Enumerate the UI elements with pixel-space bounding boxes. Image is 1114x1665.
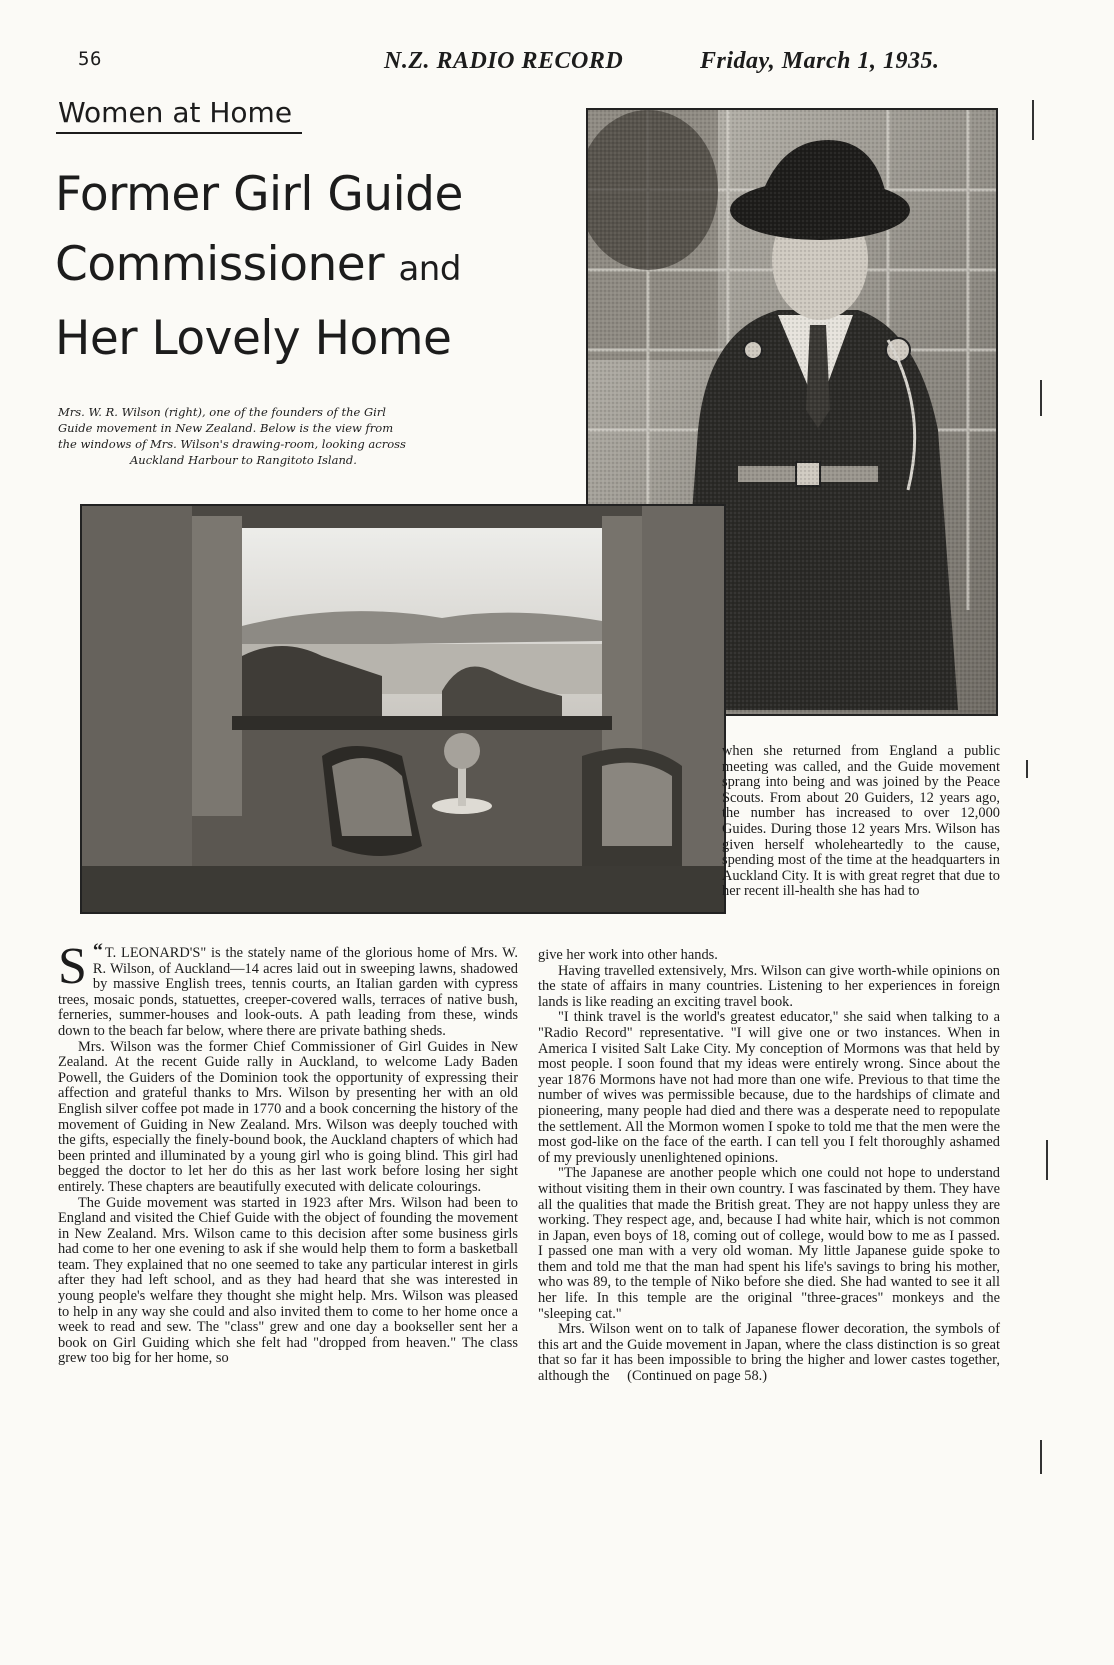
section-title: Women at Home <box>58 96 293 129</box>
headline-line-2-and: and <box>398 249 461 289</box>
interior-photo-icon <box>82 506 724 912</box>
article-paragraph-2: Mrs. Wilson was the former Chief Commissioner of Girl Guides in New Zealand. At the recent Guide rally in Auckland, to welcome Lady Baden Powell, the Guiders of the Dominion took the opportunity of expressing their affection and grateful thanks to Mrs. Wilson by presenting her with an old English silver coffee pot made in 1770 and a book concerning the history of the movement of Guiding in New Zealand. Mrs. Wilson was deeply touched with the gifts, especially the finely-bound book, the Auckland chapters of which had been printed and illuminated by a young girl who is going blind. This girl had begged the doctor to let her do this as her last work before losing her sight entirely. These chapters are beautifully executed with delicate colourings. <box>58 1038 518 1195</box>
article-paragraph-1-text: T. LEONARD'S" is the stately name of the glorious home of Mrs. W. R. Wilson, of Auckland—14 acres laid out in sweeping lawns, shadowed by massive English trees, tennis courts, an Italian garden with cypress trees, mosaic ponds, statuettes, creeper-covered walls, terraces of native bush, ferneries, summer-houses and look-outs. A path leading from these, winds down to the beach far below, where there are private bathing sheds. <box>58 945 518 1039</box>
opening-quote-mark: “ <box>92 940 103 962</box>
headline-line-1: Former Girl Guide <box>55 167 463 222</box>
article-paragraph-3: The Guide movement was started in 1923 after Mrs. Wilson had been to England and visited the Chief Guide with the object of founding the movement in New Zealand. Mrs. Wilson came to this decision after some business girls had come to her one evening to ask if she would help them to form a basketball team. They explained that no one seemed to take any particular interest in girls after they had left school, and as they had heard that she was interested in young people's welfare they thought she might help. Mrs. Wilson was pleased to help in any way she could and also invited them to come to her home once a week to read and sew. The "class" grew and one day a bookseller sent her a book on Girl Guiding which she felt had "dropped from heaven." The class grew too big for her home, so <box>58 1194 518 1367</box>
headline-line-2 <box>55 230 575 304</box>
interior-photo <box>80 504 726 914</box>
margin-mark <box>1040 380 1042 416</box>
drop-cap: S <box>58 938 87 995</box>
margin-mark <box>1026 760 1028 778</box>
headline <box>55 160 575 374</box>
continued-notice: (Continued on page 58.) <box>627 1368 768 1385</box>
caption-line-3: the windows of Mrs. Wilson's drawing-room, looking across <box>58 437 406 451</box>
publication-title: N.Z. RADIO RECORD <box>384 48 624 74</box>
margin-mark <box>1040 1440 1042 1474</box>
article-paragraph-4: when she returned from England a public meeting was called, and the Guide movement sprang into being and was joined by the Peace Scouts. From about 20 Guiders, 12 years ago, the number has increased to over 12,000 Guides. During those 12 years Mrs. Wilson has given herself wholeheartedly to the cause, spending most of the time at the headquarters in Auckland City. It is with great regret that due to her recent ill-health she has had to <box>722 743 1000 900</box>
page-number: 56 <box>78 48 102 70</box>
article-paragraph-7: "The Japanese are another people which one could not hope to understand without visiting them in their own country. I was fascinated by them. They have all the qualities that made the British great. They are not happy unless they are working. They respect age, and, because I had white hair, which is not common in Japan, even boys of 18, coming out of college, would bow to me as I passed. I passed one man with a very old woman. My little Japanese guide spoke to them and told me that the man had spent his life's savings to bring his mother, who was 89, to the temple of Niko before she died. She had wanted to see it all her life. In this temple are the original "three-graces" monkeys and the "sleeping cat." <box>538 1165 1000 1322</box>
caption-line-1: Mrs. W. R. Wilson (right), one of the founders of the Girl <box>58 405 386 419</box>
headline-line-2-main: Commissioner <box>55 237 385 292</box>
margin-mark <box>1046 1140 1048 1180</box>
article-column-2-top <box>722 744 1000 900</box>
caption-line-4: Auckland Harbour to Rangitoto Island. <box>130 453 357 467</box>
article-column-1 <box>58 938 518 1367</box>
article-paragraph-8-text: Mrs. Wilson went on to talk of Japanese flower decoration, the symbols of this art and the Guide movement in Japan, where the class distinction is so great that so far it has been impossible to bring the higher and lower castes together, although the <box>538 1321 1000 1385</box>
article-paragraph-1 <box>58 938 518 1040</box>
issue-date: Friday, March 1, 1935. <box>700 48 940 74</box>
article-paragraph-6: "I think travel is the world's greatest educator," she said when talking to a "Radio Record" representative. "I will give one or two instances. When in America I visited Salt Lake City. My conception of Mormons was that held by most people. I soon found that my ideas were entirely wrong. Since about the year 1876 Mormons have not had more than one wife. Previous to that time the number of wives was permissible because, due to the hardships of climate and pioneering, many people had died and there was a desperate need to repopulate the settlement. All the Mormon women I spoke to told me that the men were the most god-like on the face of the earth. I can tell you I felt thoroughly ashamed of my previously unenlightened opinions. <box>538 1009 1000 1166</box>
article-column-2 <box>538 948 1000 1385</box>
caption-line-2: Guide movement in New Zealand. Below is the view from <box>58 421 394 435</box>
article-paragraph-5: Having travelled extensively, Mrs. Wilson can give worth-while opinions on the state of affairs in many countries. Listening to her experiences in foreign lands is like reading an exciting travel book. <box>538 962 1000 1010</box>
margin-mark <box>1032 100 1034 140</box>
section-rule <box>56 132 302 134</box>
article-paragraph-8 <box>538 1322 1000 1384</box>
article-paragraph-4-continued: give her work into other hands. <box>538 947 718 963</box>
photo-caption <box>58 404 578 468</box>
headline-line-3: Her Lovely Home <box>55 311 452 366</box>
